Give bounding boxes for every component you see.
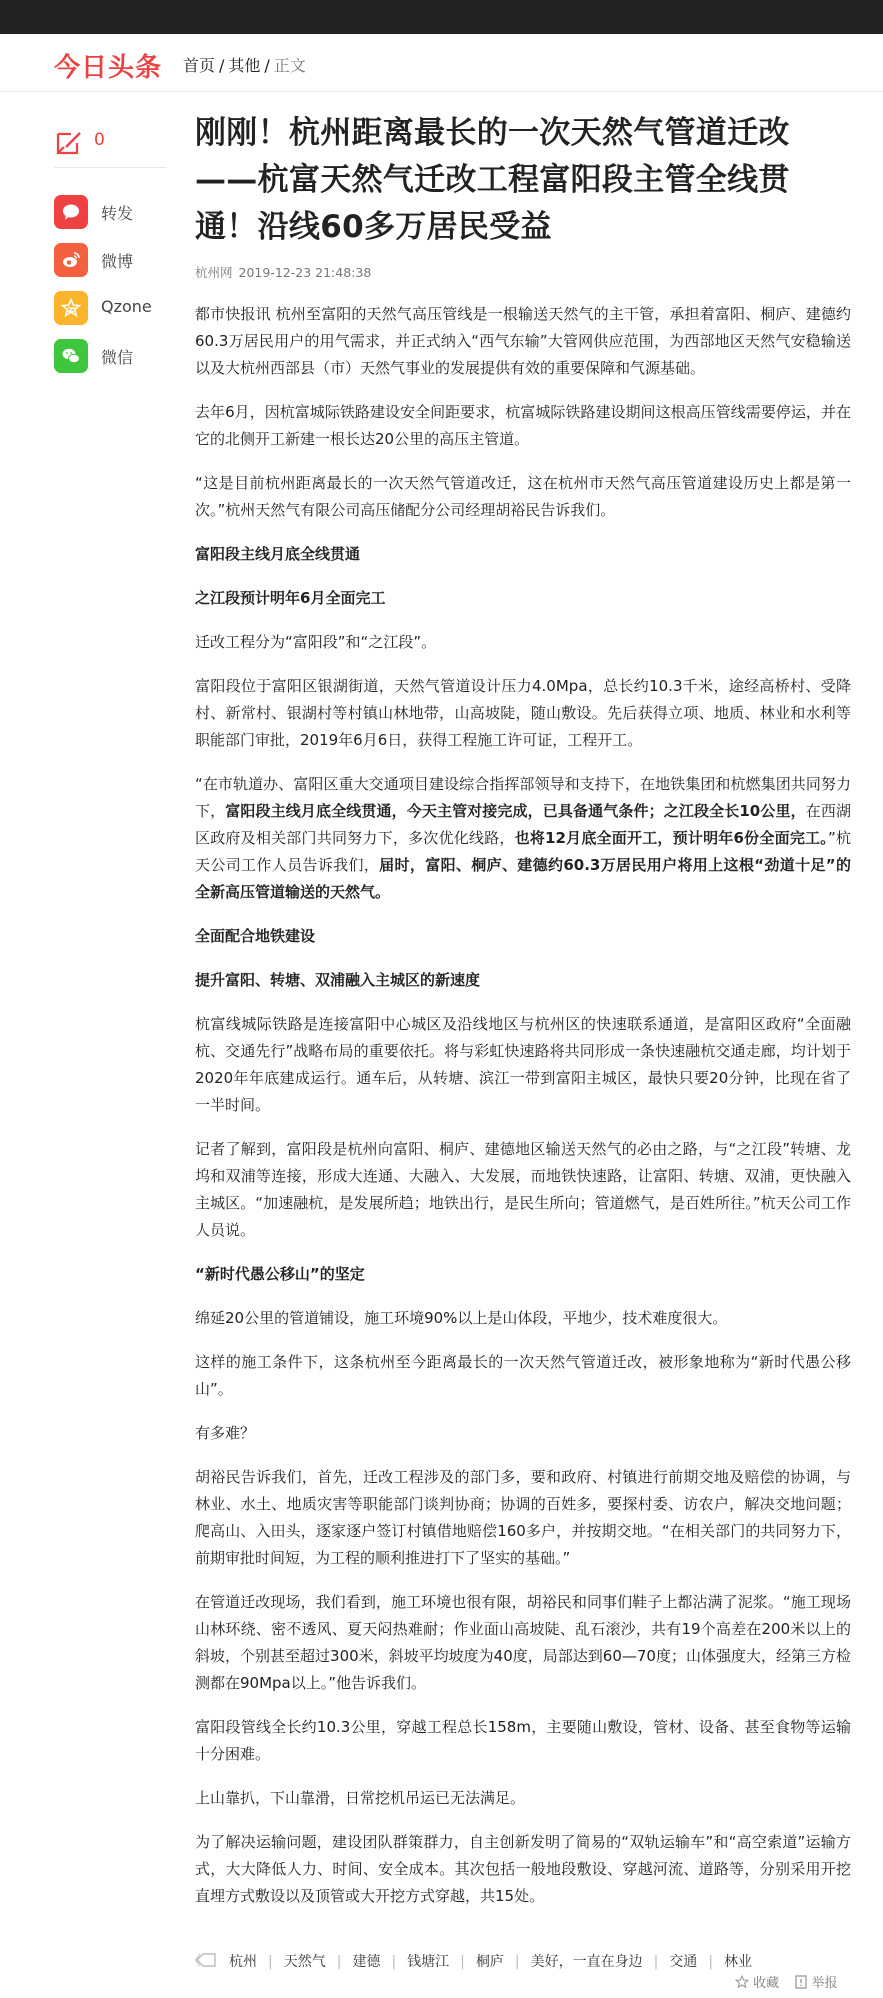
article-title: 刚刚！杭州距离最长的一次天然气管道迁改——杭富天然气迁改工程富阳段主管全线贯通！沿线60多万居民受益 — [195, 115, 790, 245]
toutiao-logo[interactable]: 今日头条 — [54, 53, 163, 83]
wechat-icon — [54, 339, 88, 373]
paragraph-text: “在市轨道办、富阳区重大交通项目建设综合指挥部领导和支持下，在地铁集团和杭燃集团共同努力下， — [195, 775, 851, 820]
bold-text: 届时，富阳、桐庐、建德约60.3万居民用户将用上这根“劲道十足”的全新高压管道输送的天然气。 — [195, 856, 851, 901]
paragraph-text: 在西湖区政府及相关部门共同努力下，多次优化线路， — [195, 802, 851, 847]
tag[interactable]: 钱塘江 — [407, 1954, 450, 1970]
paragraph: “这是目前杭州距离最长的一次天然气管道改迁，这在杭州市天然气高压管道建设历史上都是第一次。”杭州天然气有限公司高压储配分公司经理胡裕民告诉我们。 — [195, 474, 851, 519]
comment-edit-icon — [54, 128, 84, 158]
article-actions — [735, 1972, 837, 1991]
article-source[interactable]: 杭州网 — [195, 265, 233, 280]
paragraph: 在管道迁改现场，我们看到，施工环境也很有限，胡裕民和同事们鞋子上都沾满了泥浆。“施工现场山林环绕、密不透风、夏天闷热难耐；作业面山高坡陡、乱石滚沙，共有19个高差在200米以上的斜坡，个别甚至超过300米，斜坡平均坡度为40度，局部达到60—70度；山体强度大，经第三方检测都在90Mpa以上。”他告诉我们。 — [195, 1593, 851, 1692]
article-time: 2019-12-23 21:48:38 — [238, 265, 372, 280]
tag-bar — [195, 1950, 855, 1974]
tag-icon — [195, 1952, 217, 1968]
share-sidebar — [54, 118, 166, 374]
paragraph: 富阳段管线全长约10.3公里，穿越工程总长158m，主要随山敷设，管材、设备、甚至食物等运输十分困难。 — [195, 1718, 851, 1763]
tag[interactable]: 桐庐 — [475, 1954, 504, 1970]
tag[interactable]: 交通 — [669, 1954, 698, 1970]
paragraph: 胡裕民告诉我们，首先，迁改工程涉及的部门多，要和政府、村镇进行前期交地及赔偿的协调，与林业、水土、地质灾害等职能部门谈判协商；协调的百姓多，要探村委、访农户，解决交地问题；爬高山、入田头，逐家逐户签订村镇借地赔偿160多户，并按期交地。“在相关部门的共同努力下，前期审批时间短，为工程的顺利推进打下了坚实的基础。” — [195, 1468, 851, 1567]
paragraph-text: ”杭天公司工作人员告诉我们， — [195, 829, 851, 874]
paragraph: 杭富线城际铁路是连接富阳中心城区及沿线地区与杭州区的快速联系通道，是富阳区政府“全面融杭、交通先行”战略布局的重要依托。将与彩虹快速路将共同形成一条快速融杭交通走廊，均计划于2020年年底建成运行。通车后，从转塘、滨江一带到富阳主城区，最快只要20分钟，比现在省了一半时间。 — [195, 1015, 851, 1114]
paragraph: 绵延20公里的管道铺设，施工环境90%以上是山体段，平地少，技术难度很大。 — [195, 1309, 728, 1327]
bold-text: 也将12月底全面开工，预计明年6份全面完工。 — [514, 829, 828, 847]
paragraph: 为了解决运输问题，建设团队群策群力，自主创新发明了简易的“双轨运输车”和“高空索道”运输方式，大大降低人力、时间、安全成本。其次包括一般地段敷设、穿越河流、道路等，分别采用开挖直埋方式敷设以及顶管或大开挖方式穿越，共15处。 — [195, 1833, 851, 1905]
comment-count: 0 — [94, 130, 105, 150]
breadcrumb-other[interactable]: 其他 — [228, 56, 261, 75]
top-bar — [0, 0, 883, 34]
paragraph — [195, 771, 851, 906]
tag-list: 杭州 | 天然气 | 建德 | 钱塘江 | 桐庐 | 美好，一直在身边 | 交通 | 林业 — [229, 1954, 753, 1970]
paragraph: 上山靠扒，下山靠滑，日常挖机吊运已无法满足。 — [195, 1789, 526, 1807]
share-wechat-label: 微信 — [101, 348, 134, 367]
article-meta — [195, 263, 851, 281]
paragraph: 这样的施工条件下，这条杭州至今距离最长的一次天然气管道迁改，被形象地称为“新时代愚公移山”。 — [195, 1353, 851, 1398]
report-button[interactable] — [795, 1974, 837, 1989]
site-header — [0, 34, 883, 92]
report-icon — [795, 1975, 807, 1989]
share-wechat[interactable] — [54, 338, 166, 374]
paragraph: 记者了解到，富阳段是杭州向富阳、桐庐、建德地区输送天然气的必由之路，与“之江段”转塘、龙坞和双浦等连接，形成大连通、大融入、大发展，而地铁快速路，让富阳、转塘、双浦，更快融入主城区。“加速融杭，是发展所趋；地铁出行，是民生所向；管道燃气，是百姓所往。”杭天公司工作人员说。 — [195, 1140, 851, 1239]
comment-button[interactable] — [54, 118, 166, 168]
tag[interactable]: 林业 — [724, 1954, 753, 1970]
share-repost[interactable] — [54, 194, 166, 230]
share-weibo-label: 微博 — [101, 252, 134, 271]
paragraph: 去年6月，因杭富城际铁路建设安全间距要求，杭富城际铁路建设期间这根高压管线需要停运，并在它的北侧开工新建一根长达20公里的高压主管道。 — [195, 403, 851, 448]
paragraph: 迁改工程分为“富阳段”和“之江段”。 — [195, 633, 437, 651]
section-heading: “新时代愚公移山”的坚定 — [195, 1265, 365, 1283]
paragraph: 都市快报讯 杭州至富阳的天然气高压管线是一根输送天然气的主干管，承担着富阳、桐庐、建德约60.3万居民用户的用气需求，并正式纳入“西气东输”大管网供应范围，为西部地区天然气安稳输送以及大杭州西部县（市）天然气事业的发展提供有效的重要保障和气源基础。 — [195, 305, 851, 377]
tag[interactable]: 杭州 — [229, 1954, 257, 1970]
section-heading: 富阳段主线月底全线贯通 — [195, 545, 361, 563]
tag[interactable]: 美好，一直在身边 — [530, 1954, 643, 1970]
weibo-icon — [54, 243, 88, 277]
breadcrumb: 首页 / 其他 / 正文 — [183, 56, 306, 75]
article-content — [195, 301, 851, 1910]
breadcrumb-current: 正文 — [273, 56, 306, 75]
section-subheading: 之江段预计明年6月全面完工 — [195, 589, 386, 607]
favorite-button[interactable] — [735, 1974, 783, 1989]
share-qzone[interactable] — [54, 290, 166, 326]
report-label: 举报 — [811, 1976, 838, 1991]
tag[interactable]: 天然气 — [283, 1954, 326, 1970]
article — [195, 110, 851, 1927]
tag[interactable]: 建德 — [352, 1954, 381, 1970]
bold-text: 富阳段主线月底全线贯通，今天主管对接完成，已具备通气条件；之江段全长10公里， — [225, 802, 806, 820]
favorite-label: 收藏 — [753, 1976, 780, 1991]
qzone-star-icon — [54, 291, 88, 325]
breadcrumb-home[interactable]: 首页 — [183, 56, 216, 75]
section-heading: 全面配合地铁建设 — [195, 927, 316, 945]
share-weibo[interactable] — [54, 242, 166, 278]
star-icon — [735, 1975, 749, 1989]
section-subheading: 提升富阳、转塘、双浦融入主城区的新速度 — [195, 971, 481, 989]
paragraph: 富阳段位于富阳区银湖街道，天然气管道设计压力4.0Mpa，总长约10.3千米，途经高桥村、受降村、新常村、银湖村等村镇山林地带，山高坡陡，随山敷设。先后获得立项、地质、林业和水利等职能部门审批，2019年6月6日，获得工程施工许可证，工程开工。 — [195, 677, 851, 749]
share-qzone-label: Qzone — [101, 297, 152, 316]
repost-icon — [54, 195, 88, 229]
paragraph: 有多难？ — [195, 1424, 256, 1442]
share-repost-label: 转发 — [101, 204, 134, 223]
